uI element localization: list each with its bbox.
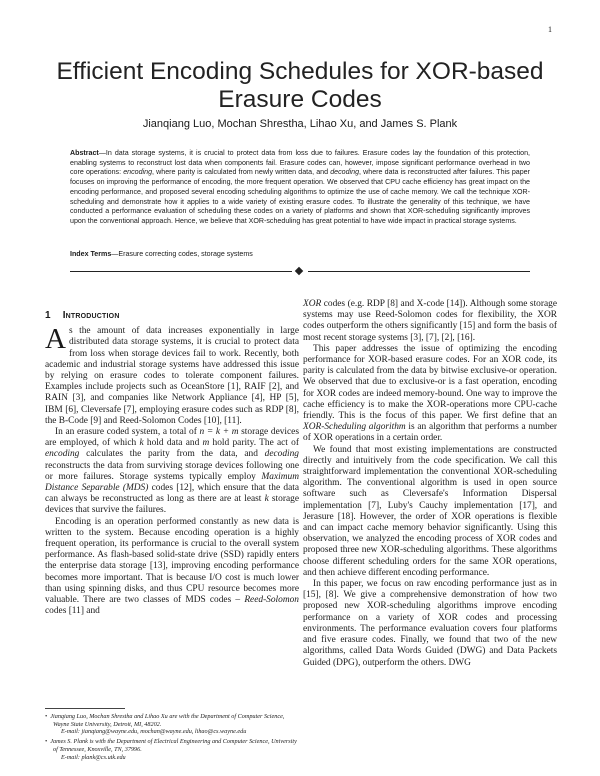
footnote-1: • Jianqiang Luo, Mochan Shrestha and Lihao Xu are with the Department of Computer Science, Wayne State University, Detroit, MI, 48202. E-mail: jianqiang@wayne.edu, mochan@wayne.edu, lihao@cs.wayne.edu — [45, 713, 285, 736]
right-paragraph-1 — [303, 299, 557, 344]
footnote-2-affiliation: James S. Plank is with the Department of Electrical Engineering and Computer Science, University of Tennessee, Knoxville, TN, 37996. — [50, 738, 297, 753]
intro-p1-text: s the amount of data increases exponentially in large distributed data storage systems, it is crucial to protect data from loss when storage devices fail to work. Recently, both academic and industrial storage systems have addressed this issue by relying on erasure codes to tolerate component failures. Examples include projects such as OceanStore [1], RAIF [2], and RAIN [3], and companies like Network Appliance [4], HP [5], IBM [6], Cleversafe [7], employing erasure codes such as RDP [8], the B-Code [9] and Reed-Solomon Codes [10], [11]. — [45, 326, 299, 426]
abstract — [70, 149, 530, 227]
right-p1-text: codes (e.g. RDP [8] and X-code [14]). Although some storage systems may use Reed-Solomon codes for flexibility, the XOR codes outperform the others significantly [15] and form the basis of most recent storage systems [3], [7], [2], [16]. — [303, 299, 557, 343]
footnote-1-affiliation: Jianqiang Luo, Mochan Shrestha and Lihao Xu are with the Department of Computer Science, Wayne State University, Detroit, MI, 48202. — [50, 713, 285, 728]
abstract-text-1: —In data storage systems, it is crucial to protect data from loss due to failures. Erasure codes lay the foundation of this protection, enabling systems to reconstruct lost data when components fail. Erasure codes can, however, impose significant performance overhead in two core operations: — [70, 149, 530, 177]
intro-p2-b: storage devices are employed, of which — [45, 427, 299, 449]
footnote-2-email: E-mail: plank@cs.utk.edu — [61, 753, 126, 761]
intro-paragraph-2 — [45, 427, 299, 517]
abstract-text-2: , where parity is calculated from newly written data, and — [152, 168, 331, 177]
intro-p2-f: reconstructs the data from surviving storage devices following one or more failures. Storage systems typically employ — [45, 460, 299, 482]
right-paragraph-2 — [303, 344, 557, 445]
intro-p2-h: storage devices that survive the failures. — [45, 494, 299, 516]
index-terms — [70, 250, 530, 258]
em-mds: Maximum Distance Separable (MDS) — [45, 471, 299, 494]
intro-p2-g: codes [12], which ensure that the data can always be reconstructed as long as there are at least — [45, 483, 299, 505]
intro-p2-e: calculates the parity from the data, and — [79, 449, 265, 460]
right-column — [303, 299, 557, 669]
intro-paragraph-1 — [45, 323, 299, 427]
section-title: Introduction — [62, 310, 120, 321]
footnote-1-email: E-mail: jianqiang@wayne.edu, mochan@wayne.edu, lihao@cs.wayne.edu — [61, 728, 247, 736]
em-decoding: decoding — [264, 449, 299, 460]
section-number: 1 — [45, 310, 51, 321]
em-xor-scheduling-algorithm: XOR-Scheduling algorithm — [303, 422, 406, 433]
abstract-text-3: , where data is reconstructed after failures. This paper focuses on improving the performance of encoding, the more frequent operation. We observed that CPU cache efficiency has great impact on the encoding performance, and proposed several encoding scheduling algorithms to optimize the use of cache memory. We call the technique XOR-scheduling and demonstrate how it applies to a wide variety of existing erasure codes. To illustrate the generality of this technique, we have conducted a performance evaluation of scheduling these codes on a variety of platforms and shown that XOR-scheduling significantly improves upon the conventional approach. Hence, we believe that XOR-scheduling has great potential to have wide impact in practical storage systems. — [70, 168, 530, 225]
left-column — [45, 310, 299, 617]
divider-line-right — [308, 271, 530, 272]
intro-p2-d: hold parity. The act of — [209, 438, 299, 449]
divider-line-left — [70, 271, 292, 272]
index-terms-text: —Erasure correcting codes, storage systems — [111, 250, 253, 258]
abstract-em-decoding: decoding — [330, 168, 360, 177]
math-k: k — [139, 438, 144, 449]
section-divider — [70, 268, 530, 276]
right-paragraph-3: We found that most existing implementations are constructed directly and intuitively from the code specification. We call this straightforward implementation the conventional XOR-scheduling algorithm. The conventional algorithm is used in open source software such as Cleversafe's Information Dispersal implementation [7], Luby's Cauchy implementation [17], and Jerasure [18]. However, the order of XOR operations is flexible and can impact cache memory behavior significantly. Using this observation, we analyzed the encoding process of XOR codes and proposed three new XOR-scheduling algorithms. These algorithms choose different scheduling orders for the same XOR operations, and then achieve different encoding performance. — [303, 444, 557, 578]
em-encoding: encoding — [45, 449, 80, 460]
paper-title: Efficient Encoding Schedules for XOR-based Erasure Codes — [56, 58, 544, 113]
intro-paragraph-3 — [45, 517, 299, 618]
intro-p3-b: codes [11] and — [45, 606, 100, 617]
math-n-equals-k-plus-m: n = k + m — [199, 427, 239, 438]
intro-p2-a: In an erasure coded system, a total of — [55, 427, 200, 438]
right-p2-b: is an algorithm that performs a number of XOR operations in a certain order. — [303, 422, 557, 444]
right-paragraph-4: In this paper, we focus on raw encoding performance just as in [15], [8]. We give a comprehensive demonstration of how two proposed new XOR-scheduling algorithms improve encoding performance on a variety of XOR codes and processing environments. The performance evaluation covers four platforms and five erasure codes. Finally, we found that two of the new algorithms, called Data Words Guided (DWG) and Data Packets Guided (DPG), outperform the others. DWG — [303, 579, 557, 668]
math-k-2: k — [264, 494, 269, 505]
abstract-label: Abstract — [70, 149, 99, 157]
footnote-rule — [45, 708, 125, 709]
page-number: 1 — [548, 25, 552, 34]
abstract-em-encoding: encoding — [123, 168, 153, 177]
author-list: Jianqiang Luo, Mochan Shrestha, Lihao Xu, and James S. Plank — [142, 118, 458, 130]
diamond-icon — [295, 267, 303, 275]
intro-p3-a: Encoding is an operation performed constantly as new data is written to the system. Because encoding operation is a highly frequent operation, its performance is crucial to the overall system performance. As flash-based solid-state drive (SSD) rapidly enters the enterprise data storage [13], improving encoding performance becomes more important. That is because I/O cost is much lower than using spinning disks, and thus CPU resource becomes more valuable. There are two classes of MDS codes – — [45, 516, 299, 606]
math-m: m — [202, 438, 210, 449]
em-reed-solomon: Reed-Solomon — [244, 595, 299, 606]
right-p2-a: This paper addresses the issue of optimizing the encoding performance for XOR-based erasure codes. For an XOR code, its parity is calculated from the data by bitwise exclusive-or operation. We observed that due to exclusive-or is a fast operation, encoding for XOR codes are indeed memory-bound. One way to improve the cache efficiency is to make the XOR-operations more CPU-cache friendly. This is the focus of this paper. We first define that an — [303, 343, 557, 422]
section-heading — [45, 310, 299, 321]
intro-p2-c: hold data and — [143, 438, 203, 449]
footnotes — [45, 713, 299, 763]
drop-cap: A — [45, 323, 66, 356]
em-xor: XOR — [303, 299, 322, 309]
index-terms-label: Index Terms — [70, 250, 112, 258]
footnote-2: • James S. Plank is with the Department of Electrical Engineering and Computer Science, University of Tennessee, Knoxville, TN, 37996. E-mail: plank@cs.utk.edu — [45, 738, 297, 761]
